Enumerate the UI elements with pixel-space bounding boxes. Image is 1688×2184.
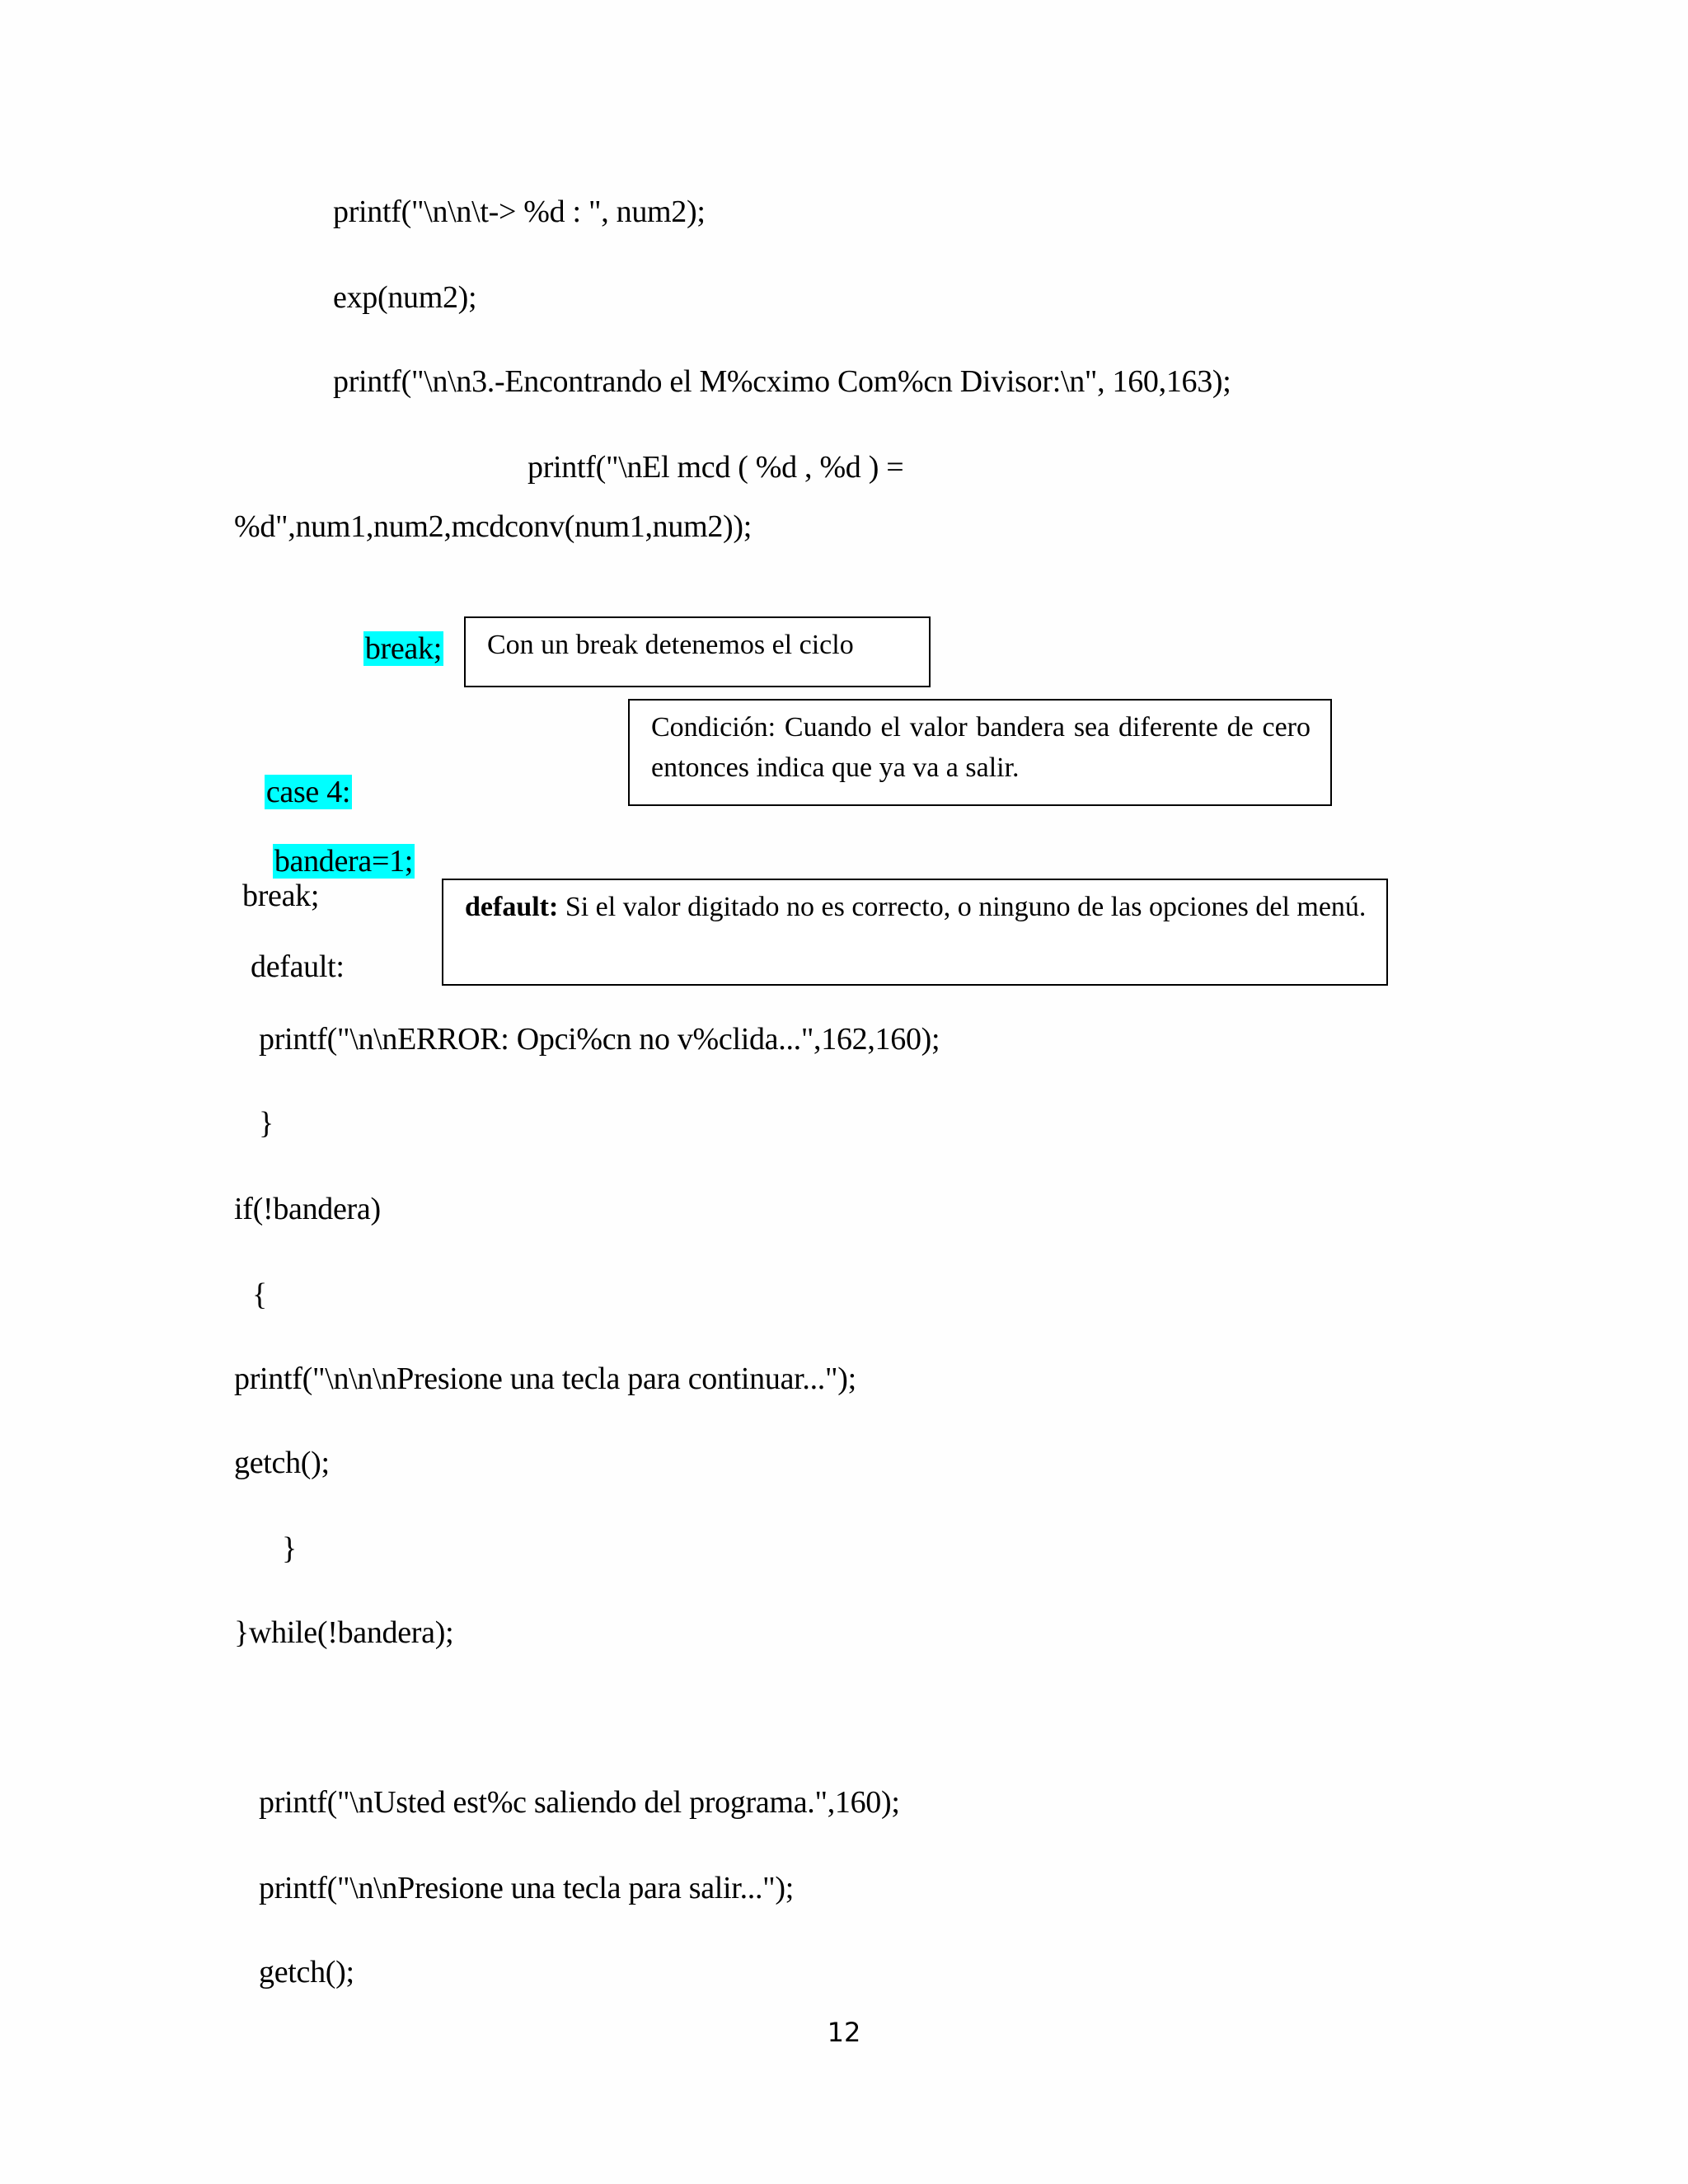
code-line: printf("\n\n3.-Encontrando el M%cximo Com%cn Divisor:\n", 160,163); — [333, 364, 1231, 399]
code-line: if(!bandera) — [234, 1192, 381, 1226]
code-line: printf("\n\nPresione una tecla para salir..."); — [259, 1871, 794, 1905]
page-number: 12 — [827, 2017, 861, 2048]
default-note-text: Si el valor digitado no es correcto, o ninguno de las opciones del menú. — [558, 892, 1367, 922]
code-line: getch(); — [234, 1446, 330, 1480]
code-line: } — [282, 1531, 297, 1566]
code-line: printf("\n\nERROR: Opci%cn no v%clida...",162,160); — [259, 1022, 940, 1057]
code-line: printf("\nUsted est%c saliendo del programa.",160); — [259, 1785, 900, 1820]
highlight: case 4: — [265, 775, 351, 809]
code-line: }while(!bandera); — [234, 1615, 454, 1650]
default-note-keyword: default: — [465, 892, 559, 922]
code-line: printf("\n\n\t-> %d : ", num2); — [333, 194, 706, 229]
code-line: } — [259, 1106, 274, 1141]
code-line-highlighted — [333, 592, 443, 705]
condition-note-text: Condición: Cuando el valor bandera sea diferente de cero entonces indica que ya va a salir. — [651, 712, 1311, 783]
code-line: printf("\nEl mcd ( %d , %d ) = — [528, 450, 904, 485]
code-line: break; — [242, 879, 320, 913]
break-note-box — [464, 616, 931, 687]
highlight: bandera=1; — [274, 844, 414, 879]
code-line: %d",num1,num2,mcdconv(num1,num2)); — [234, 509, 753, 544]
code-line: { — [252, 1277, 267, 1312]
code-line: exp(num2); — [333, 280, 477, 315]
default-note-box — [442, 879, 1388, 986]
code-line: default: — [251, 949, 345, 984]
break-note-text: Con un break detenemos el ciclo — [487, 630, 854, 660]
highlight: break; — [364, 631, 442, 666]
code-line: getch(); — [259, 1955, 354, 1990]
code-line: printf("\n\n\nPresione una tecla para continuar..."); — [234, 1361, 856, 1396]
condition-note-box — [628, 699, 1332, 806]
